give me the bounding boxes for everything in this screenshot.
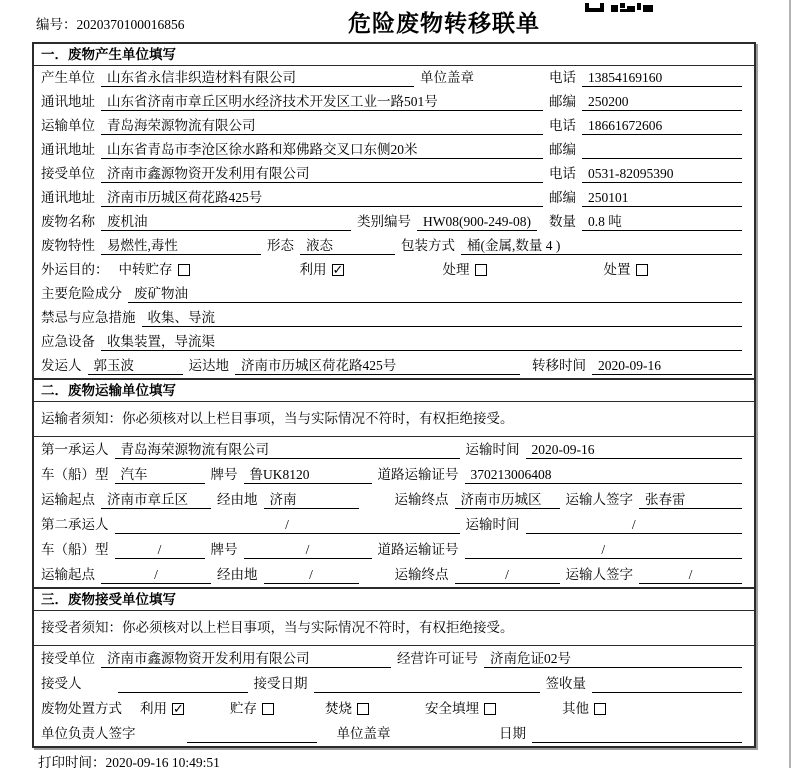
quantity-field: 0.8 吨 [582, 213, 742, 231]
accept-person-field [118, 675, 248, 693]
zip-label: 邮编 [549, 94, 576, 109]
waste-traits-row [34, 234, 754, 258]
road-permit-label: 道路运输证号 [377, 467, 459, 482]
producer-unit-row [34, 66, 754, 90]
license-label: 经营许可证号 [397, 651, 478, 666]
phone-label: 电话 [549, 118, 576, 133]
first-vehicle-row [34, 462, 754, 487]
vehicle-type-label: 车（船）型 [41, 542, 109, 557]
receiver-phone-field: 0531-82095390 [582, 165, 742, 183]
producer-address-field: 山东省济南市章丘区明水经济技术开发区工业一路501号 [101, 93, 543, 111]
zip-label: 邮编 [549, 142, 576, 157]
receiver-zip-field: 250101 [582, 189, 742, 207]
accept-person-label: 接受人 [41, 676, 82, 691]
address-label: 通讯地址 [41, 190, 95, 205]
dispose-checkbox [636, 264, 648, 276]
transporter-notice: 运输者须知：你必须核对以上栏目事项，当与实际情况不符时，有权拒绝接受。 [34, 402, 754, 437]
receiver-notice: 接受者须知：你必须核对以上栏目事项，当与实际情况不符时，有权拒绝接受。 [34, 611, 754, 646]
transporter-unit-label: 运输单位 [41, 118, 95, 133]
form-state-field: 液态 [300, 237, 395, 255]
manifest-form [32, 42, 756, 748]
transport-time-label: 运输时间 [465, 517, 520, 532]
phone-label: 电话 [549, 70, 576, 85]
section-receiver-title: 三．废物接受单位填写 [34, 589, 754, 611]
section-producer [34, 44, 754, 378]
receiver-unit-row [34, 162, 754, 186]
transporter-zip-field [582, 141, 742, 159]
purpose-option-dispose: 处置 [604, 261, 648, 279]
disposal-storage-checkbox [262, 703, 274, 715]
emergency-measures-field: 收集、导流 [142, 309, 743, 327]
second-route-via-field: / [264, 566, 359, 584]
receiver-address-field: 济南市历城区荷花路425号 [101, 189, 543, 207]
emergency-measures-row [34, 306, 754, 330]
second-road-permit-field: / [465, 541, 743, 559]
first-carrier-sign-field: 张春雷 [639, 491, 742, 509]
purpose-option-utilize: 利用 ✓ [300, 261, 344, 279]
waste-name-row [34, 210, 754, 234]
disposal-incinerate-checkbox [357, 703, 369, 715]
disposal-other-checkbox [594, 703, 606, 715]
disposal-landfill-checkbox [484, 703, 496, 715]
second-carrier-row [34, 512, 754, 537]
treat-checkbox [475, 264, 487, 276]
dispatcher-label: 发运人 [41, 358, 82, 373]
second-vehicle-type-field: / [115, 541, 205, 559]
serial-label: 编号： [36, 17, 77, 32]
second-carrier-time-field: / [526, 516, 743, 534]
transfer-time-label: 转移时间 [532, 358, 586, 373]
disposal-method-row [34, 696, 754, 721]
section-receiver [34, 587, 754, 746]
address-label: 通讯地址 [41, 142, 95, 157]
print-time-line [38, 751, 220, 768]
utilize-checkbox [332, 264, 344, 276]
route-via-label: 经由地 [217, 492, 258, 507]
category-code-label: 类别编号 [357, 214, 411, 229]
first-route-row [34, 487, 754, 512]
principal-sign-row [34, 721, 754, 746]
section-transporter [34, 378, 754, 587]
disposal-utilize-checkbox [172, 703, 184, 715]
vehicle-type-label: 车（船）型 [41, 467, 109, 482]
emergency-measures-label: 禁忌与应急措施 [41, 310, 136, 325]
route-via-label: 经由地 [217, 567, 258, 582]
principal-sign-label: 单位负责人签字 [41, 726, 136, 741]
receiver-unit-label: 接受单位 [41, 166, 95, 181]
producer-address-row [34, 90, 754, 114]
first-road-permit-field: 370213006408 [465, 466, 743, 484]
accept-unit-label: 接受单位 [41, 651, 95, 666]
producer-unit-field: 山东省永信非织造材料有限公司 [101, 69, 414, 87]
principal-sign-field [187, 725, 317, 743]
transfer-time-field: 2020-09-16 [592, 357, 752, 375]
first-route-start-field: 济南市章丘区 [101, 491, 211, 509]
accept-date-label: 接受日期 [253, 676, 308, 691]
route-end-label: 运输终点 [394, 567, 449, 582]
transporter-phone-field: 18661672606 [582, 117, 742, 135]
transfer-purpose-row [34, 258, 754, 282]
disposal-option-landfill: 安全填埋 [425, 700, 496, 718]
first-route-end-field: 济南市历城区 [455, 491, 560, 509]
producer-phone-field: 13854169160 [582, 69, 742, 87]
transfer-storage-checkbox [178, 264, 190, 276]
disposal-option-incinerate: 焚烧 [325, 700, 369, 718]
carrier-sign-label: 运输人签字 [565, 492, 633, 507]
plate-label: 牌号 [210, 467, 238, 482]
section-transporter-title: 二．废物运输单位填写 [34, 380, 754, 402]
waste-name-field: 废机油 [101, 213, 351, 231]
second-vehicle-row [34, 537, 754, 562]
first-carrier-time-field: 2020-09-16 [526, 441, 743, 459]
first-carrier-row [34, 437, 754, 462]
route-start-label: 运输起点 [41, 567, 95, 582]
producer-zip-field: 250200 [582, 93, 742, 111]
page-edge-line [789, 0, 791, 768]
destination-label: 运达地 [188, 358, 229, 373]
destination-field: 济南市历城区荷花路425号 [235, 357, 520, 375]
signed-quantity-label: 签收量 [545, 676, 586, 691]
second-route-end-field: / [455, 566, 560, 584]
unit-seal-label: 单位盖章 [420, 70, 474, 85]
first-carrier-label: 第一承运人 [41, 442, 109, 457]
dispatcher-field: 郭玉波 [88, 357, 183, 375]
emergency-equipment-label: 应急设备 [41, 334, 95, 349]
zip-label: 邮编 [549, 190, 576, 205]
transfer-purpose-label: 外运目的： [41, 262, 109, 277]
form-state-label: 形态 [267, 238, 294, 253]
packing-label: 包装方式 [401, 238, 455, 253]
first-route-via-field: 济南 [264, 491, 359, 509]
hazard-component-row [34, 282, 754, 306]
hazard-component-field: 废矿物油 [128, 285, 742, 303]
transporter-unit-field: 青岛海荣源物流有限公司 [101, 117, 543, 135]
first-vehicle-type-field: 汽车 [115, 466, 205, 484]
emergency-equipment-field: 收集装置，导流渠 [101, 333, 742, 351]
waste-traits-field: 易燃性,毒性 [101, 237, 261, 255]
purpose-option-transfer-storage: 中转贮存 [119, 261, 190, 279]
signed-quantity-field [592, 675, 742, 693]
qr-code-cropped-icon [584, 0, 656, 16]
road-permit-label: 道路运输证号 [377, 542, 459, 557]
second-route-start-field: / [101, 566, 211, 584]
section-producer-title: 一．废物产生单位填写 [34, 44, 754, 66]
accept-unit-row [34, 646, 754, 671]
receiver-address-row [34, 186, 754, 210]
transporter-address-row [34, 138, 754, 162]
date-field [532, 725, 742, 743]
unit-seal-label: 单位盖章 [336, 726, 391, 741]
route-end-label: 运输终点 [394, 492, 449, 507]
license-field: 济南危证02号 [484, 650, 742, 668]
dispatcher-row [34, 354, 754, 378]
second-carrier-label: 第二承运人 [41, 517, 109, 532]
category-code-field: HW08(900-249-08) [417, 213, 537, 231]
serial-number: 2020370100016856 [76, 17, 185, 32]
second-carrier-field: / [115, 516, 460, 534]
purpose-option-treat: 处理 [443, 261, 487, 279]
accept-person-row [34, 671, 754, 696]
first-plate-field: 鲁UK8120 [244, 466, 372, 484]
disposal-option-other: 其他 [562, 700, 606, 718]
waste-name-label: 废物名称 [41, 214, 95, 229]
second-plate-field: / [244, 541, 372, 559]
address-label: 通讯地址 [41, 94, 95, 109]
route-start-label: 运输起点 [41, 492, 95, 507]
plate-label: 牌号 [210, 542, 238, 557]
producer-unit-label: 产生单位 [41, 70, 95, 85]
waste-traits-label: 废物特性 [41, 238, 95, 253]
phone-label: 电话 [549, 166, 576, 181]
transport-time-label: 运输时间 [465, 442, 520, 457]
second-carrier-sign-field: / [639, 566, 742, 584]
receiver-unit-field: 济南市鑫源物资开发利用有限公司 [101, 165, 543, 183]
page-title: 危险废物转移联单 [348, 11, 540, 36]
accept-unit-field: 济南市鑫源物资开发利用有限公司 [101, 650, 391, 668]
carrier-sign-label: 运输人签字 [565, 567, 633, 582]
print-time-label: 打印时间： [38, 755, 106, 768]
emergency-equipment-row [34, 330, 754, 354]
accept-date-field [314, 675, 540, 693]
quantity-label: 数量 [549, 214, 576, 229]
disposal-method-label: 废物处置方式 [41, 701, 122, 716]
second-route-row [34, 562, 754, 587]
transporter-unit-row [34, 114, 754, 138]
transporter-address-field: 山东省青岛市李沧区徐水路和郑佛路交叉口东侧20米 [101, 141, 543, 159]
disposal-option-utilize: 利用 ✓ [140, 700, 184, 718]
print-time-value: 2020-09-16 10:49:51 [105, 755, 220, 768]
first-carrier-field: 青岛海荣源物流有限公司 [115, 441, 460, 459]
hazard-component-label: 主要危险成分 [41, 286, 122, 301]
disposal-option-storage: 贮存 [230, 700, 274, 718]
packing-field: 桶(金属,数量 4 ) [461, 237, 742, 255]
date-label: 日期 [499, 726, 526, 741]
